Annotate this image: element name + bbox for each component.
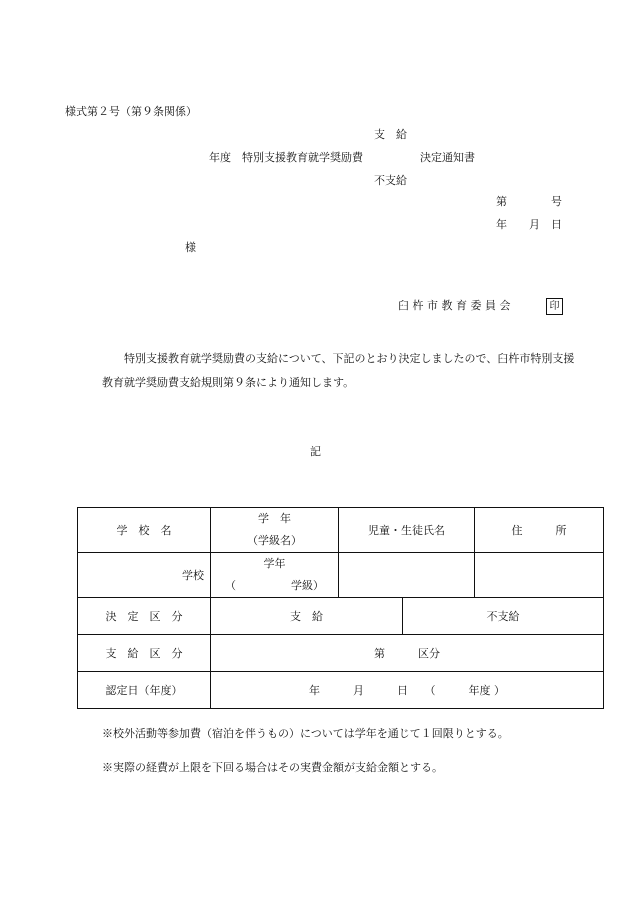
- category-label: 支 給 区 分: [78, 635, 211, 672]
- title-support: 支 給: [374, 128, 407, 141]
- official-seal: 印: [546, 298, 563, 315]
- grade-cell-line1: 学年: [263, 557, 286, 570]
- grade-cell-line2: （ 学級）: [225, 579, 324, 592]
- school-name-cell: 学校: [78, 553, 211, 598]
- document-number: 第 号: [496, 195, 562, 208]
- decision-table: [77, 507, 604, 709]
- certification-label: 認定日（年度）: [78, 672, 211, 709]
- title-nonsupport: 不支給: [374, 174, 407, 187]
- grade-header-line2: （学級名）: [247, 534, 302, 547]
- grade-header: [211, 508, 339, 553]
- issue-date: 年 月 日: [496, 218, 562, 231]
- student-name-header: 児童・生徒氏名: [339, 508, 475, 553]
- note-2: ※実際の経費が上限を下回る場合はその実費金額が支給金額とする。: [102, 761, 443, 774]
- address-header: 住 所: [475, 508, 604, 553]
- grade-header-line1: 学 年: [258, 512, 291, 525]
- category-value: 第 区分: [211, 635, 604, 672]
- title-suffix: 決定通知書: [420, 151, 475, 164]
- certification-value: 年 月 日 （ 年度 ）: [211, 672, 604, 709]
- address-cell: [475, 553, 604, 598]
- title-prefix: 年度 特別支援教育就学奨励費: [209, 151, 363, 164]
- school-name-header: 学 校 名: [78, 508, 211, 553]
- body-paragraph: 特別支援教育就学奨励費の支給について、下記のとおり決定しましたので、臼杵市特別支援教育就学奨励費支給規則第９条により通知します。: [102, 352, 575, 389]
- ki-heading: 記: [310, 445, 321, 458]
- addressee-suffix: 様: [185, 241, 196, 254]
- student-name-cell: [339, 553, 475, 598]
- decision-nonsupport: 不支給: [403, 598, 604, 635]
- issuer-name: 臼 杵 市 教 育 委 員 会: [398, 299, 511, 312]
- form-number: 様式第２号（第９条関係）: [65, 105, 197, 118]
- grade-cell: [211, 553, 339, 598]
- decision-label: 決 定 区 分: [78, 598, 211, 635]
- decision-support: 支 給: [211, 598, 403, 635]
- note-1: ※校外活動等参加費（宿泊を伴うもの）については学年を通じて１回限りとする。: [102, 727, 509, 740]
